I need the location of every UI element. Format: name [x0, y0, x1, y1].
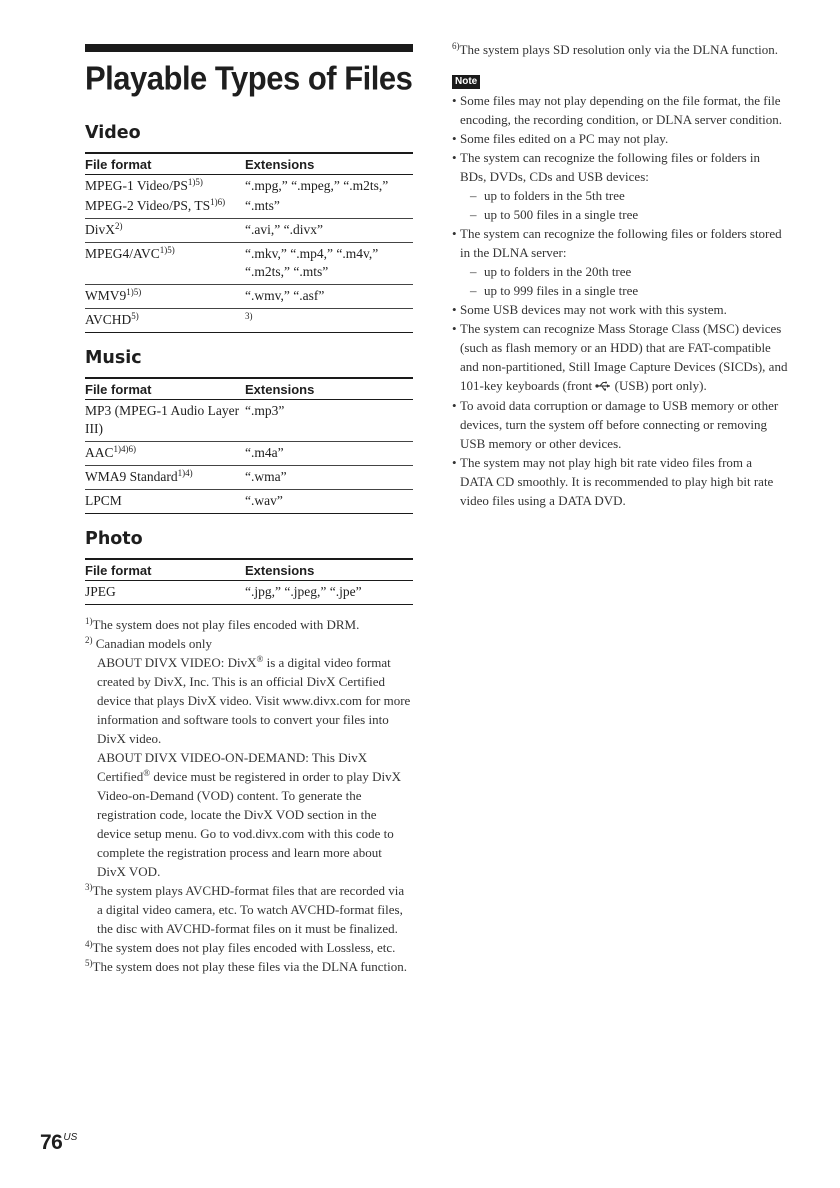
list-item: – up to folders in the 20th tree [470, 262, 788, 281]
table-row [85, 466, 413, 490]
table-row [85, 442, 413, 466]
video-heading: Video [85, 123, 141, 143]
format-header: File format [85, 378, 245, 400]
right-column [452, 40, 788, 510]
format-cell: MP3 (MPEG-1 Audio Layer III) [85, 400, 245, 442]
list-item: • The system can recognize the following files or folders in BDs, DVDs, CDs and USB devices: – up to folders in the 5th tree – up to 500 files in a single tree [452, 148, 788, 224]
format-cell: JPEG [85, 581, 245, 605]
note-list [452, 91, 788, 510]
list-item: • The system may not play high bit rate video files from a DATA CD smoothly. It is recommended to play high bit rate video files using a DATA DVD. [452, 453, 788, 510]
format-cell: $AAC^{1)4)6)}$ [85, 442, 245, 466]
extensions-header: Extensions [245, 378, 413, 400]
format-cell: MPEG-2 Video/PS, $TS^{1)6)}$ [85, 195, 245, 219]
extensions-cell: “.mpg,” “.mpeg,” “.m2ts,” [245, 178, 389, 193]
extensions-header: Extensions [245, 153, 413, 175]
music-heading: Music [85, 348, 142, 368]
list-item: • Some files may not play depending on the file format, the file encoding, the recording condition, or DLNA server condition. [452, 91, 788, 129]
extensions-cell: “.mts” [245, 195, 413, 219]
format-header: File format [85, 153, 245, 175]
format-header: File format [85, 559, 245, 581]
extensions-cell: “.mkv,” “.mp4,” “.m4v,” “.m2ts,” “.mts” [245, 243, 413, 285]
footnote-1: $^{1)}$The system does not play files encoded with DRM. [85, 616, 360, 632]
list-item: – up to 999 files in a single tree [470, 281, 788, 300]
table-row [85, 490, 413, 514]
footnotes [85, 615, 413, 976]
table-row [85, 195, 413, 219]
table-header-row [85, 378, 413, 400]
table-row [85, 309, 413, 333]
footnote-2: $^{2)}$ Canadian models only ABOUT DIVX VIDEO: DivX® is a digital video format created by DivX, Inc. This is an official DivX Certified device that plays DivX video. Visit www.divx.com for more information and software tools to convert your files into DivX video. ABOUT DIVX VIDEO-ON-DEMAND: This DivX Certified® device must be registered in order to play DivX Video-on-Demand (VOD) content. To generate the registration code, locate the DivX VOD section in the device setup menu. Go to vod.divx.com with this code to complete the registration process and learn more about DivX VOD. [85, 634, 413, 881]
video-table [85, 152, 413, 333]
divx-vod-paragraph: ABOUT DIVX VIDEO-ON-DEMAND: This DivX Certified® device must be registered in order to play DivX Video-on-Demand (VOD) content. To generate the registration code, locate the DivX VOD section in the device setup menu. Go to vod.divx.com with this code to complete the registration process and learn more about DivX VOD. [97, 750, 401, 879]
extensions-cell: “.avi,” “.divx” [245, 219, 413, 243]
extensions-cell: “.wmv,” “.asf” [245, 285, 413, 309]
music-table [85, 377, 413, 514]
page-title: Playable Types of Files [85, 59, 413, 97]
list-item: – up to folders in the 5th tree [470, 186, 788, 205]
table-header-row [85, 559, 413, 581]
extensions-header: Extensions [245, 559, 413, 581]
table-row [85, 175, 413, 196]
list-item: • The system can recognize the following files or folders stored in the DLNA server: – up to folders in the 20th tree – up to 999 files in a single tree [452, 224, 788, 300]
table-row [85, 219, 413, 243]
table-row [85, 285, 413, 309]
table-row [85, 581, 413, 605]
table-row [85, 400, 413, 442]
photo-table [85, 558, 413, 605]
list-item: – up to 500 files in a single tree [470, 205, 788, 224]
extensions-cell: “.m4a” [245, 442, 413, 466]
format-cell: DivX$^{2)}$ [85, 219, 245, 243]
note-label: Note [452, 75, 480, 89]
footnote-6: $^{6)}$The system plays SD resolution only via the DLNA function. [452, 41, 778, 57]
photo-heading: Photo [85, 529, 143, 549]
format-cell: AVCHD$^{5)}$ [85, 309, 245, 333]
table-row [85, 243, 413, 285]
footnote-3: $^{3)}$The system plays AVCHD-format files that are recorded via a digital video camera, etc. To watch AVCHD-format files, the disc with AVCHD-format files on it must be finalized. [85, 882, 405, 936]
extensions-cell: 3) [245, 309, 413, 333]
list-item: • Some files edited on a PC may not play. [452, 129, 788, 148]
extensions-cell: “.wma” [245, 466, 413, 490]
extensions-cell: “.jpg,” “.jpeg,” “.jpe” [245, 581, 413, 605]
list-item: • To avoid data corruption or damage to USB memory or other devices, turn the system off before connecting or removing USB memory or other devices. [452, 396, 788, 453]
footnote-4: $^{4)}$The system does not play files encoded with Lossless, etc. [85, 939, 396, 955]
table-header-row [85, 153, 413, 175]
usb-icon [595, 377, 611, 396]
extensions-cell: “.mp3” [245, 400, 413, 442]
extensions-cell: “.wav” [245, 490, 413, 514]
format-cell: MPEG-1 Video/$PS^{1)5)}$ [85, 177, 203, 193]
divx-video-paragraph: ABOUT DIVX VIDEO: DivX® is a digital video format created by DivX, Inc. This is an official DivX Certified device that plays DivX video. Visit www.divx.com for more information and software tools to convert your files into DivX video. [97, 654, 411, 746]
format-cell: LPCM [85, 490, 245, 514]
title-rule [85, 44, 413, 52]
format-cell: $WMV9^{1)5)}$ [85, 285, 245, 309]
footnote-5: $^{5)}$The system does not play these files via the DLNA function. [85, 958, 407, 974]
left-column [85, 44, 413, 976]
format-cell: WMA9 Standard$^{1)4)}$ [85, 466, 245, 490]
list-item: • Some USB devices may not work with this system. [452, 300, 788, 319]
format-cell: $MPEG4/AVC^{1)5)}$ [85, 243, 245, 285]
list-item: • The system can recognize Mass Storage Class (MSC) devices (such as flash memory or an HDD) that are FAT-compatible and non-partitioned, Still Image Capture Devices (SICDs), and 101-key keyboards (front (USB) port only). [452, 319, 788, 396]
page-number: $76^{US}$ [40, 1131, 78, 1154]
